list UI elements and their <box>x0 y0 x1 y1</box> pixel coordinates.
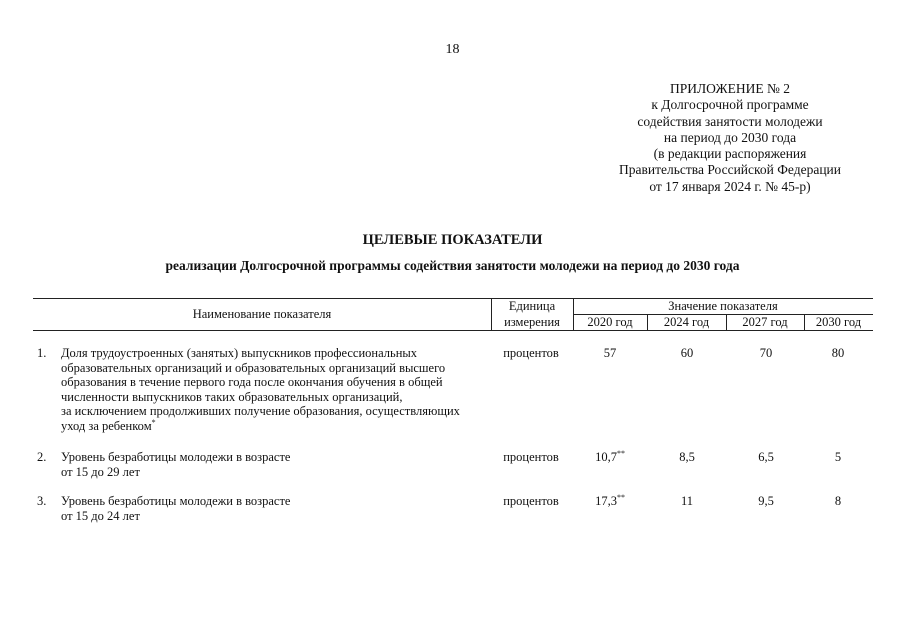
appendix-line: к Долгосрочной программе <box>651 97 809 113</box>
header-bottom-rule <box>33 330 873 331</box>
value-2030: 8 <box>834 494 842 508</box>
row-number: 3. <box>37 494 47 508</box>
indicator-name-line <box>61 419 491 434</box>
indicator-name-line: от 15 до 24 лет <box>61 508 140 523</box>
indicator-name-line: образовательных организаций и образовательных организаций высшего <box>61 360 446 375</box>
document-subtitle: реализации Долгосрочной программы содействия занятости молодежи на период до 2030 года <box>165 258 740 273</box>
indicator-name-line-text: уход за ребенком <box>61 418 152 433</box>
value-2024: 60 <box>680 346 694 360</box>
appendix-header <box>560 81 900 195</box>
row-number: 2. <box>37 450 47 464</box>
appendix-line: от 17 января 2024 г. № 45-р) <box>649 178 811 194</box>
header-year: 2024 год <box>663 315 710 329</box>
footnote-mark: * <box>151 417 156 427</box>
appendix-line: ПРИЛОЖЕНИЕ № 2 <box>669 81 791 96</box>
document-title: ЦЕЛЕВЫЕ ПОКАЗАТЕЛИ <box>362 232 543 248</box>
footnote-mark: ** <box>616 449 625 458</box>
appendix-line: содействия занятости молодежи <box>637 113 823 129</box>
header-year: 2030 год <box>815 315 862 329</box>
indicator-name-line: образования в течение первого года после окончания обучения в общей <box>61 375 443 389</box>
appendix-line: на период до 2030 года <box>663 129 797 145</box>
header-value-group: Значение показателя <box>668 299 778 313</box>
page-number: 18 <box>445 42 460 57</box>
unit-value: процентов <box>503 494 559 508</box>
header-unit: Единица <box>508 299 556 313</box>
value-2020-text: 57 <box>603 346 617 360</box>
value-2027: 6,5 <box>758 450 774 464</box>
indicator-name-line: численности выпускников таких образовательных организаций, <box>61 389 403 404</box>
value-2030: 5 <box>834 450 842 464</box>
header-year: 2027 год <box>742 315 788 329</box>
unit-value: процентов <box>503 450 559 464</box>
value-2024: 11 <box>680 494 694 508</box>
appendix-line: Правительства Российской Федерации <box>619 162 841 178</box>
unit-value: процентов <box>503 346 559 360</box>
value-2020-text: 10,7 <box>595 450 617 464</box>
indicator-name-line: от 15 до 29 лет <box>61 464 140 479</box>
header-name: Наименование показателя <box>192 307 332 321</box>
value-2030: 80 <box>831 346 845 360</box>
indicator-name <box>61 494 491 523</box>
indicator-name-line: Доля трудоустроенных (занятых) выпускников профессиональных <box>61 346 418 360</box>
footnote-mark: ** <box>616 493 625 502</box>
header-unit: измерения <box>504 315 560 329</box>
value-2020 <box>573 450 647 465</box>
indicator-name <box>61 346 491 433</box>
value-2020-text: 17,3 <box>595 494 617 508</box>
value-2027: 70 <box>759 346 773 360</box>
indicator-name-line: за исключением продолживших получение образования, осуществляющих <box>61 404 460 418</box>
value-2027: 9,5 <box>758 494 774 508</box>
indicator-name-line: Уровень безработицы молодежи в возрасте <box>61 450 291 464</box>
indicator-name <box>61 450 491 479</box>
value-2020 <box>573 494 647 509</box>
header-year: 2020 год <box>587 315 633 329</box>
row-number: 1. <box>37 346 47 360</box>
appendix-line: (в редакции распоряжения <box>653 146 807 162</box>
value-2024: 8,5 <box>679 450 695 464</box>
indicators-table <box>33 298 873 538</box>
indicator-name-line: Уровень безработицы молодежи в возрасте <box>61 494 291 508</box>
value-2020 <box>573 346 647 361</box>
